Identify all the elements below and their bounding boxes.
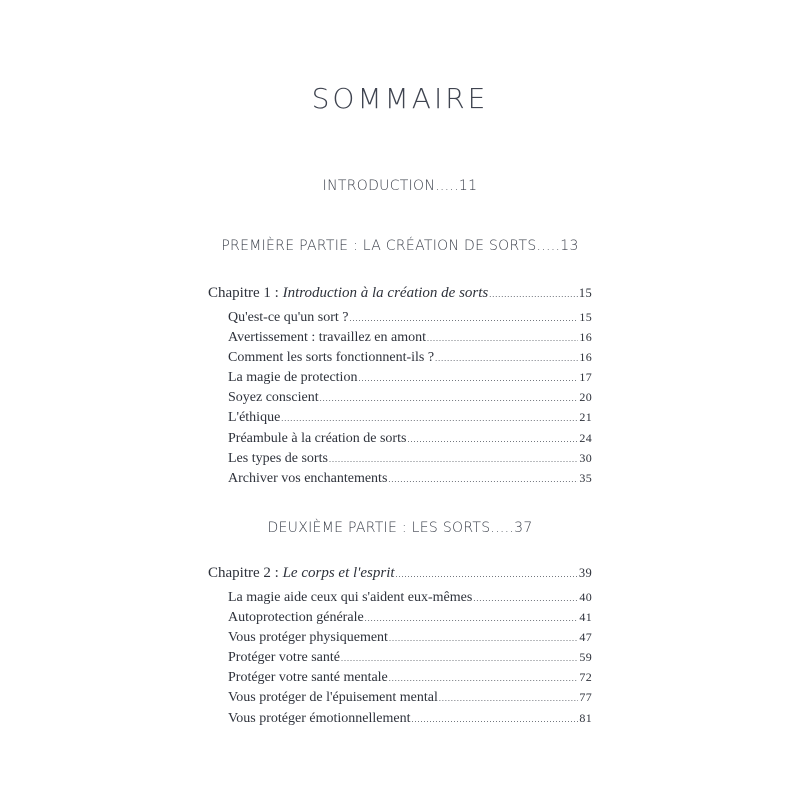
toc-entry[interactable]: Comment les sorts fonctionnent-ils ? ..... 16 [208, 348, 592, 368]
toc-entry[interactable]: Protéger votre santé mentale ..... 72 [208, 668, 592, 688]
toc-entry[interactable]: L'éthique ..... 21 [208, 408, 592, 428]
chapter-2-label: Chapitre 2 : Le corps et l'esprit [208, 565, 395, 581]
toc-entry[interactable]: Vous protéger physiquement ..... 47 [208, 628, 592, 648]
toc-entry[interactable]: Autoprotection générale ..... 41 [208, 608, 592, 628]
page-title: SOMMAIRE [311, 82, 489, 115]
toc-entry[interactable]: Archiver vos enchantements ..... 35 [208, 469, 592, 489]
toc-entry[interactable]: La magie de protection ..... 17 [208, 368, 592, 388]
part1-heading: PREMIÈRE PARTIE : LA CRÉATION DE SORTS.....13 [221, 238, 579, 254]
part1-toc [208, 283, 592, 489]
part2-entries [208, 588, 592, 729]
chapter-2-row[interactable] [208, 563, 592, 585]
dot-leader [396, 565, 578, 585]
toc-entry[interactable]: Protéger votre santé ..... 59 [208, 648, 592, 668]
chapter-1-row[interactable] [208, 283, 592, 305]
part2-heading: DEUXIÈME PARTIE : LES SORTS.....37 [267, 520, 533, 536]
chapter-1-label: Chapitre 1 : Introduction à la création de sorts [208, 285, 489, 301]
introduction-heading: INTRODUCTION.....11 [322, 178, 478, 194]
toc-entry[interactable]: Préambule à la création de sorts ..... 24 [208, 429, 592, 449]
chapter-2-page: 39 [578, 566, 592, 580]
toc-entry[interactable]: Avertissement : travaillez en amont ..... 16 [208, 328, 592, 348]
toc-entry[interactable]: Les types de sorts ..... 30 [208, 449, 592, 469]
toc-entry[interactable]: Qu'est-ce qu'un sort ? ..... 15 [208, 308, 592, 328]
toc-entry[interactable]: Vous protéger de l'épuisement mental ..... 77 [208, 688, 592, 708]
chapter-1-page: 15 [578, 286, 592, 300]
toc-entry[interactable]: La magie aide ceux qui s'aident eux-mêmes ..... 40 [208, 588, 592, 608]
part2-toc [208, 563, 592, 729]
toc-entry[interactable]: Soyez conscient ..... 20 [208, 388, 592, 408]
part1-entries [208, 308, 592, 489]
dot-leader [489, 285, 578, 305]
toc-entry[interactable]: Vous protéger émotionnellement ..... 81 [208, 709, 592, 729]
